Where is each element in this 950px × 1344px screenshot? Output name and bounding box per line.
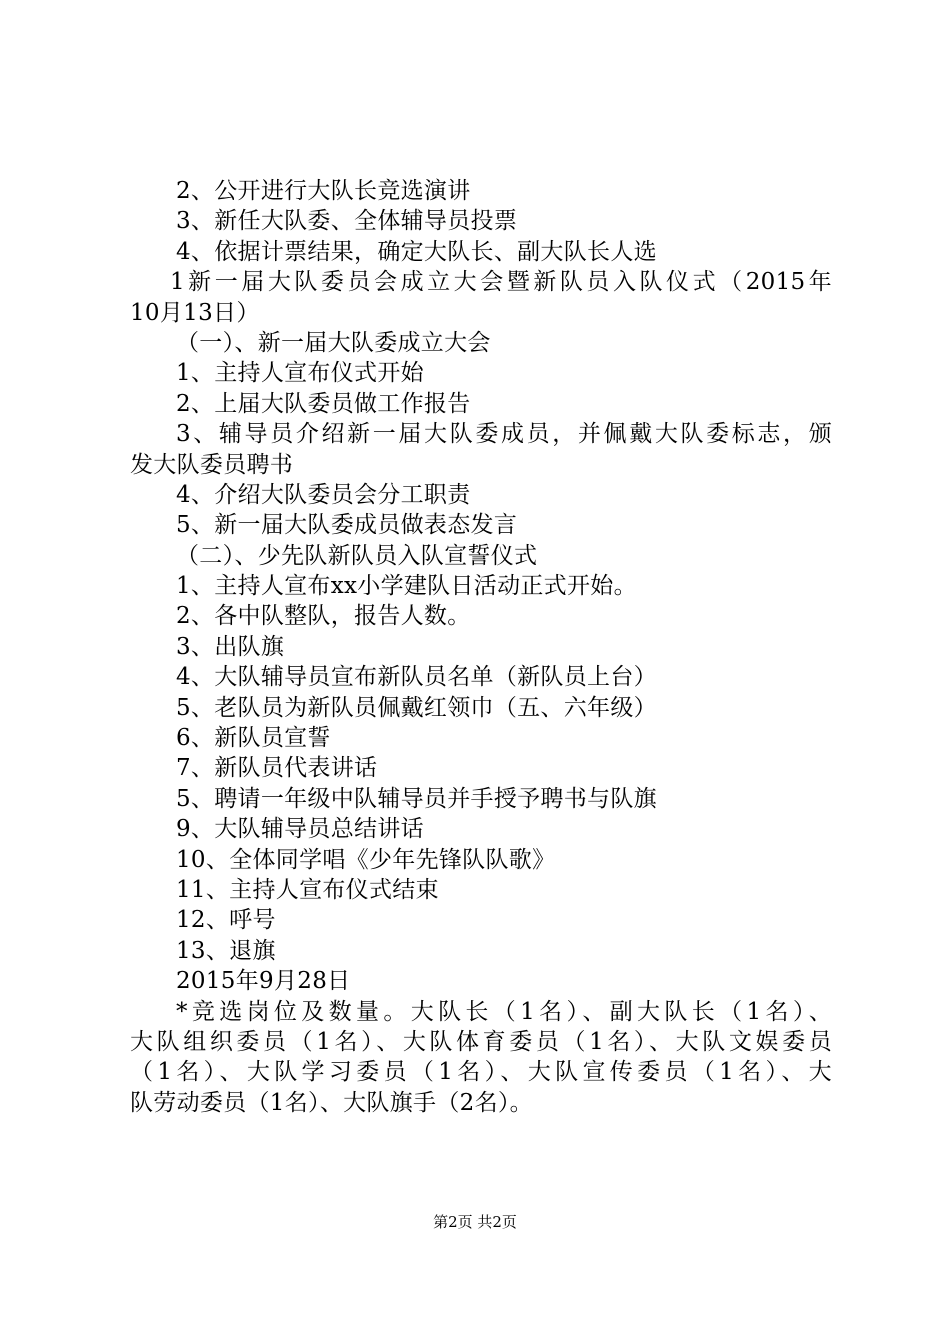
text-line: 6、新队员宣誓 (176, 725, 331, 752)
text-line: 2、公开进行大队长竞选演讲 (176, 178, 471, 204)
text-line: *竞选岗位及数量。大队长（1名）、副大队长（1名）、 (176, 998, 832, 1025)
subsection-heading: （二）、少先队新队员入队宣誓仪式 (176, 542, 538, 569)
text-line: 2、各中队整队，报告人数。 (176, 603, 471, 630)
text-line: 10、全体同学唱《少年先锋队队歌》 (176, 846, 556, 873)
text-line-continuation: 10月13日） (130, 299, 260, 326)
subsection-heading: （一）、新一届大队委成立大会 (176, 329, 491, 356)
text-line-continuation: 发大队委员聘书 (130, 451, 294, 478)
text-line: 5、聘请一年级中队辅导员并手授予聘书与队旗 (176, 785, 657, 812)
text-line: 3、辅导员介绍新一届大队委成员，并佩戴大队委标志，颁 (176, 421, 832, 448)
section-heading-line: 1新一届大队委员会成立大会暨新队员入队仪式（2015年 (170, 269, 832, 296)
text-line: 4、依据计票结果，确定大队长、副大队长人选 (176, 238, 657, 265)
text-line: 1、主持人宣布xx小学建队日活动正式开始。 (176, 573, 637, 600)
text-line: 4、介绍大队委员会分工职责 (176, 481, 471, 508)
text-line: 11、主持人宣布仪式结束 (176, 876, 439, 903)
text-line: 13、退旗 (176, 937, 276, 964)
text-line: 2、上届大队委员做工作报告 (176, 390, 471, 417)
text-line: 7、新队员代表讲话 (176, 755, 378, 782)
text-line-continuation: 队劳动委员（1名）、大队旗手（2名）。 (130, 1089, 533, 1116)
date-line: 2015年9月28日 (176, 968, 351, 995)
text-line: 3、出队旗 (176, 633, 285, 660)
text-line: 1、主持人宣布仪式开始 (176, 360, 424, 387)
text-line: 5、新一届大队委成员做表态发言 (176, 512, 518, 539)
page-number-footer: 第2页 共2页 (433, 1213, 517, 1231)
text-line: 4、大队辅导员宣布新队员名单（新队员上台） (176, 664, 657, 691)
document-body (130, 176, 832, 1118)
text-line: 9、大队辅导员总结讲话 (176, 816, 424, 843)
text-line: 5、老队员为新队员佩戴红领巾（五、六年级） (176, 694, 657, 721)
text-line: 12、呼号 (176, 907, 276, 934)
text-line-continuation: 大队组织委员（1名）、大队体育委员（1名）、大队文娱委员 (130, 1028, 832, 1055)
text-line: 3、新任大队委、全体辅导员投票 (176, 208, 518, 235)
text-line-continuation: （1名）、大队学习委员（1名）、大队宣传委员（1名）、大 (130, 1059, 832, 1086)
